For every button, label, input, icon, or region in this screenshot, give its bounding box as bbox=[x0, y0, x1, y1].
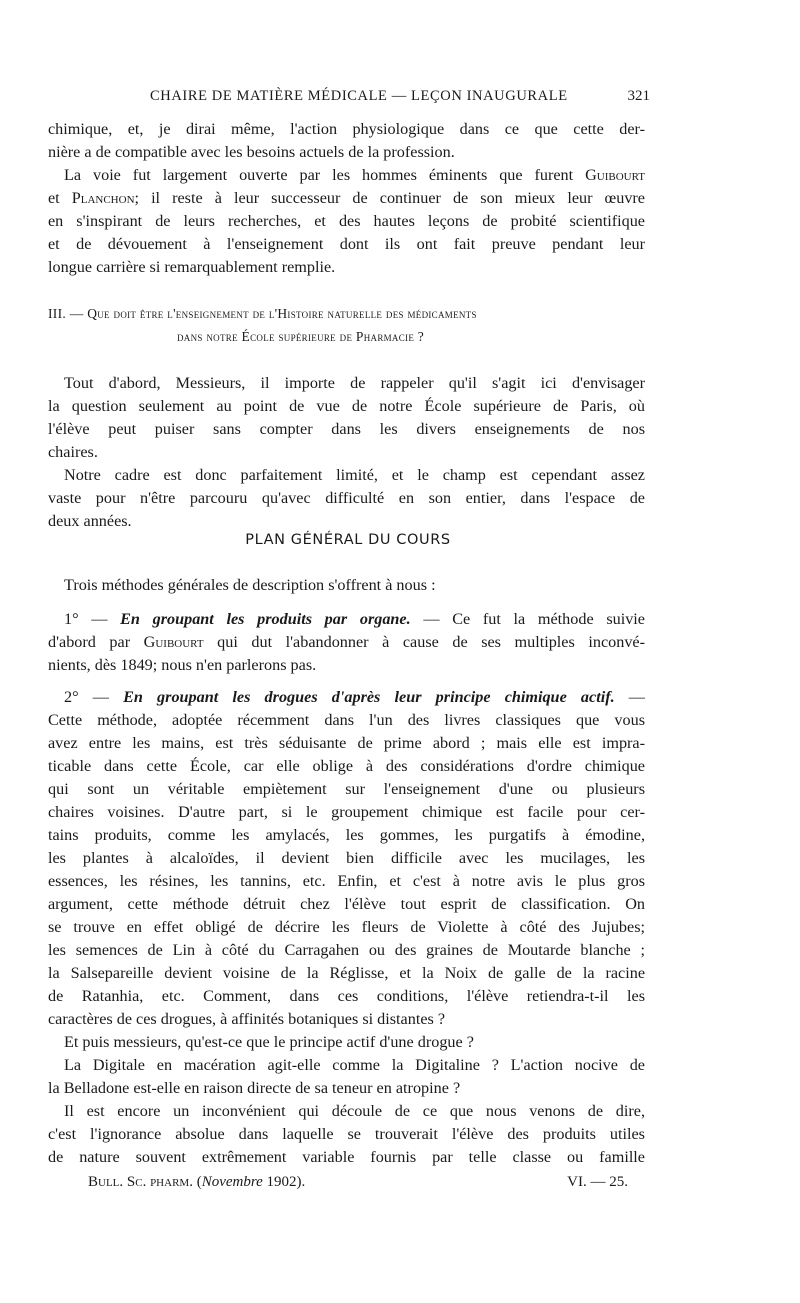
journal-reference: Bull. Sc. pharm. (Novembre 1902). bbox=[88, 1174, 306, 1190]
text-line: nients, dès 1849; nous n'en parlerons pas. bbox=[48, 656, 317, 674]
text-line: de Ratanhia, etc. Comment, dans ces conditions, l'élève retiendra-t-il les bbox=[48, 987, 645, 1005]
text-line: Et puis messieurs, qu'est-ce que le principe actif d'une drogue ? bbox=[64, 1033, 474, 1051]
text-line: la Salsepareille devient voisine de la Réglisse, et la Noix de galle de la racine bbox=[48, 964, 645, 982]
text-line: et de dévouement à l'enseignement dont ils ont fait preuve pendant leur bbox=[48, 235, 645, 253]
text-line: deux années. bbox=[48, 512, 132, 530]
text-line: 2° — En groupant les drogues d'après leur principe chimique actif. — bbox=[64, 688, 645, 706]
text-line: Notre cadre est donc parfaitement limité, et le champ est cependant assez bbox=[64, 466, 645, 484]
text-line: argument, cette méthode détruit chez l'élève tout esprit de classification. On bbox=[48, 895, 645, 913]
page-number: 321 bbox=[627, 88, 650, 104]
text-line: La voie fut largement ouverte par les hommes éminents que furent Guibourt bbox=[64, 166, 645, 184]
text-line: 1° — En groupant les produits par organe. — Ce fut la méthode suivie bbox=[64, 610, 645, 628]
volume-signature: VI. — 25. bbox=[567, 1174, 628, 1190]
running-title: CHAIRE DE MATIÈRE MÉDICALE — LEÇON INAUGURALE bbox=[150, 88, 568, 104]
text-line: les semences de Lin à côté du Carragahen ou des graines de Moutarde blanche ; bbox=[48, 941, 645, 959]
text-line: chaires voisines. D'autre part, si le groupement chimique est facile pour cer- bbox=[48, 803, 645, 821]
text-line: essences, les résines, les tannins, etc. Enfin, et c'est à notre avis le plus gros bbox=[48, 872, 645, 890]
text-line: c'est l'ignorance absolue dans laquelle se trouverait l'élève des produits utiles bbox=[48, 1125, 645, 1143]
text-line: la Belladone est-elle en raison directe de sa teneur en atropine ? bbox=[48, 1079, 461, 1097]
page-footer bbox=[88, 1174, 628, 1194]
text-line: chimique, et, je dirai même, l'action physiologique dans ce que cette der- bbox=[48, 120, 645, 138]
running-header bbox=[48, 88, 650, 108]
text-line: La Digitale en macération agit-elle comme la Digitaline ? L'action nocive de bbox=[64, 1056, 645, 1074]
text-line: tains produits, comme les amylacés, les gommes, les purgatifs à émodine, bbox=[48, 826, 645, 844]
text-line: se trouve en effet obligé de décrire les fleurs de Violette à côté des Jujubes; bbox=[48, 918, 645, 936]
method-heading: En groupant les drogues d'après leur principe chimique actif. bbox=[123, 688, 615, 706]
text-line: vaste pour n'être parcouru qu'avec difficulté en son entier, dans l'espace de bbox=[48, 489, 645, 507]
text-line: l'élève peut puiser sans compter dans les divers enseignements de nos bbox=[48, 420, 645, 438]
author-name: Guibourt bbox=[143, 633, 204, 651]
text-line: caractères de ces drogues, à affinités botaniques si distantes ? bbox=[48, 1010, 446, 1028]
text-line: Il est encore un inconvénient qui découle de ce que nous venons de dire, bbox=[64, 1102, 645, 1120]
plan-title: PLAN GÉNÉRAL DU COURS bbox=[245, 532, 451, 548]
text-line: Trois méthodes générales de description s'offrent à nous : bbox=[64, 576, 436, 594]
text-line: ticable dans cette École, car elle oblige à des considérations d'ordre chimique bbox=[48, 757, 645, 775]
text-line: nière a de compatible avec les besoins actuels de la profession. bbox=[48, 143, 455, 161]
text-line: en s'inspirant de leurs recherches, et des hautes leçons de probité scientifique bbox=[48, 212, 645, 230]
text-line: d'abord par Guibourt qui dut l'abandonner à cause de ses multiples inconvé- bbox=[48, 633, 645, 651]
text-line: Tout d'abord, Messieurs, il importe de rappeler qu'il s'agit ici d'envisager bbox=[64, 374, 645, 392]
section-heading: III. — Que doit être l'enseignement de l'Histoire naturelle des médicaments bbox=[48, 306, 477, 321]
author-name: Planchon bbox=[71, 189, 135, 207]
text-line: les plantes à alcaloïdes, il devient bien difficile avec les mucilages, les bbox=[48, 849, 645, 867]
text-line: avez entre les mains, est très séduisante de prime abord ; mais elle est impra- bbox=[48, 734, 645, 752]
text-line: Cette méthode, adoptée récemment dans l'un des livres classiques que vous bbox=[48, 711, 645, 729]
text-line: de nature souvent extrêmement variable fournis par telle classe ou famille bbox=[48, 1148, 645, 1166]
text-line: chaires. bbox=[48, 443, 98, 461]
method-heading: En groupant les produits par organe. bbox=[120, 610, 411, 628]
text-line: et Planchon; il reste à leur successeur de continuer de son mieux leur œuvre bbox=[48, 189, 645, 207]
text-line: la question seulement au point de vue de notre École supérieure de Paris, où bbox=[48, 397, 645, 415]
text-line: qui sont un véritable empiètement sur l'enseignement d'une ou plusieurs bbox=[48, 780, 645, 798]
text-line: longue carrière si remarquablement remplie. bbox=[48, 258, 336, 276]
section-heading-cont: dans notre École supérieure de Pharmacie ? bbox=[177, 329, 425, 344]
author-name: Guibourt bbox=[585, 166, 645, 184]
